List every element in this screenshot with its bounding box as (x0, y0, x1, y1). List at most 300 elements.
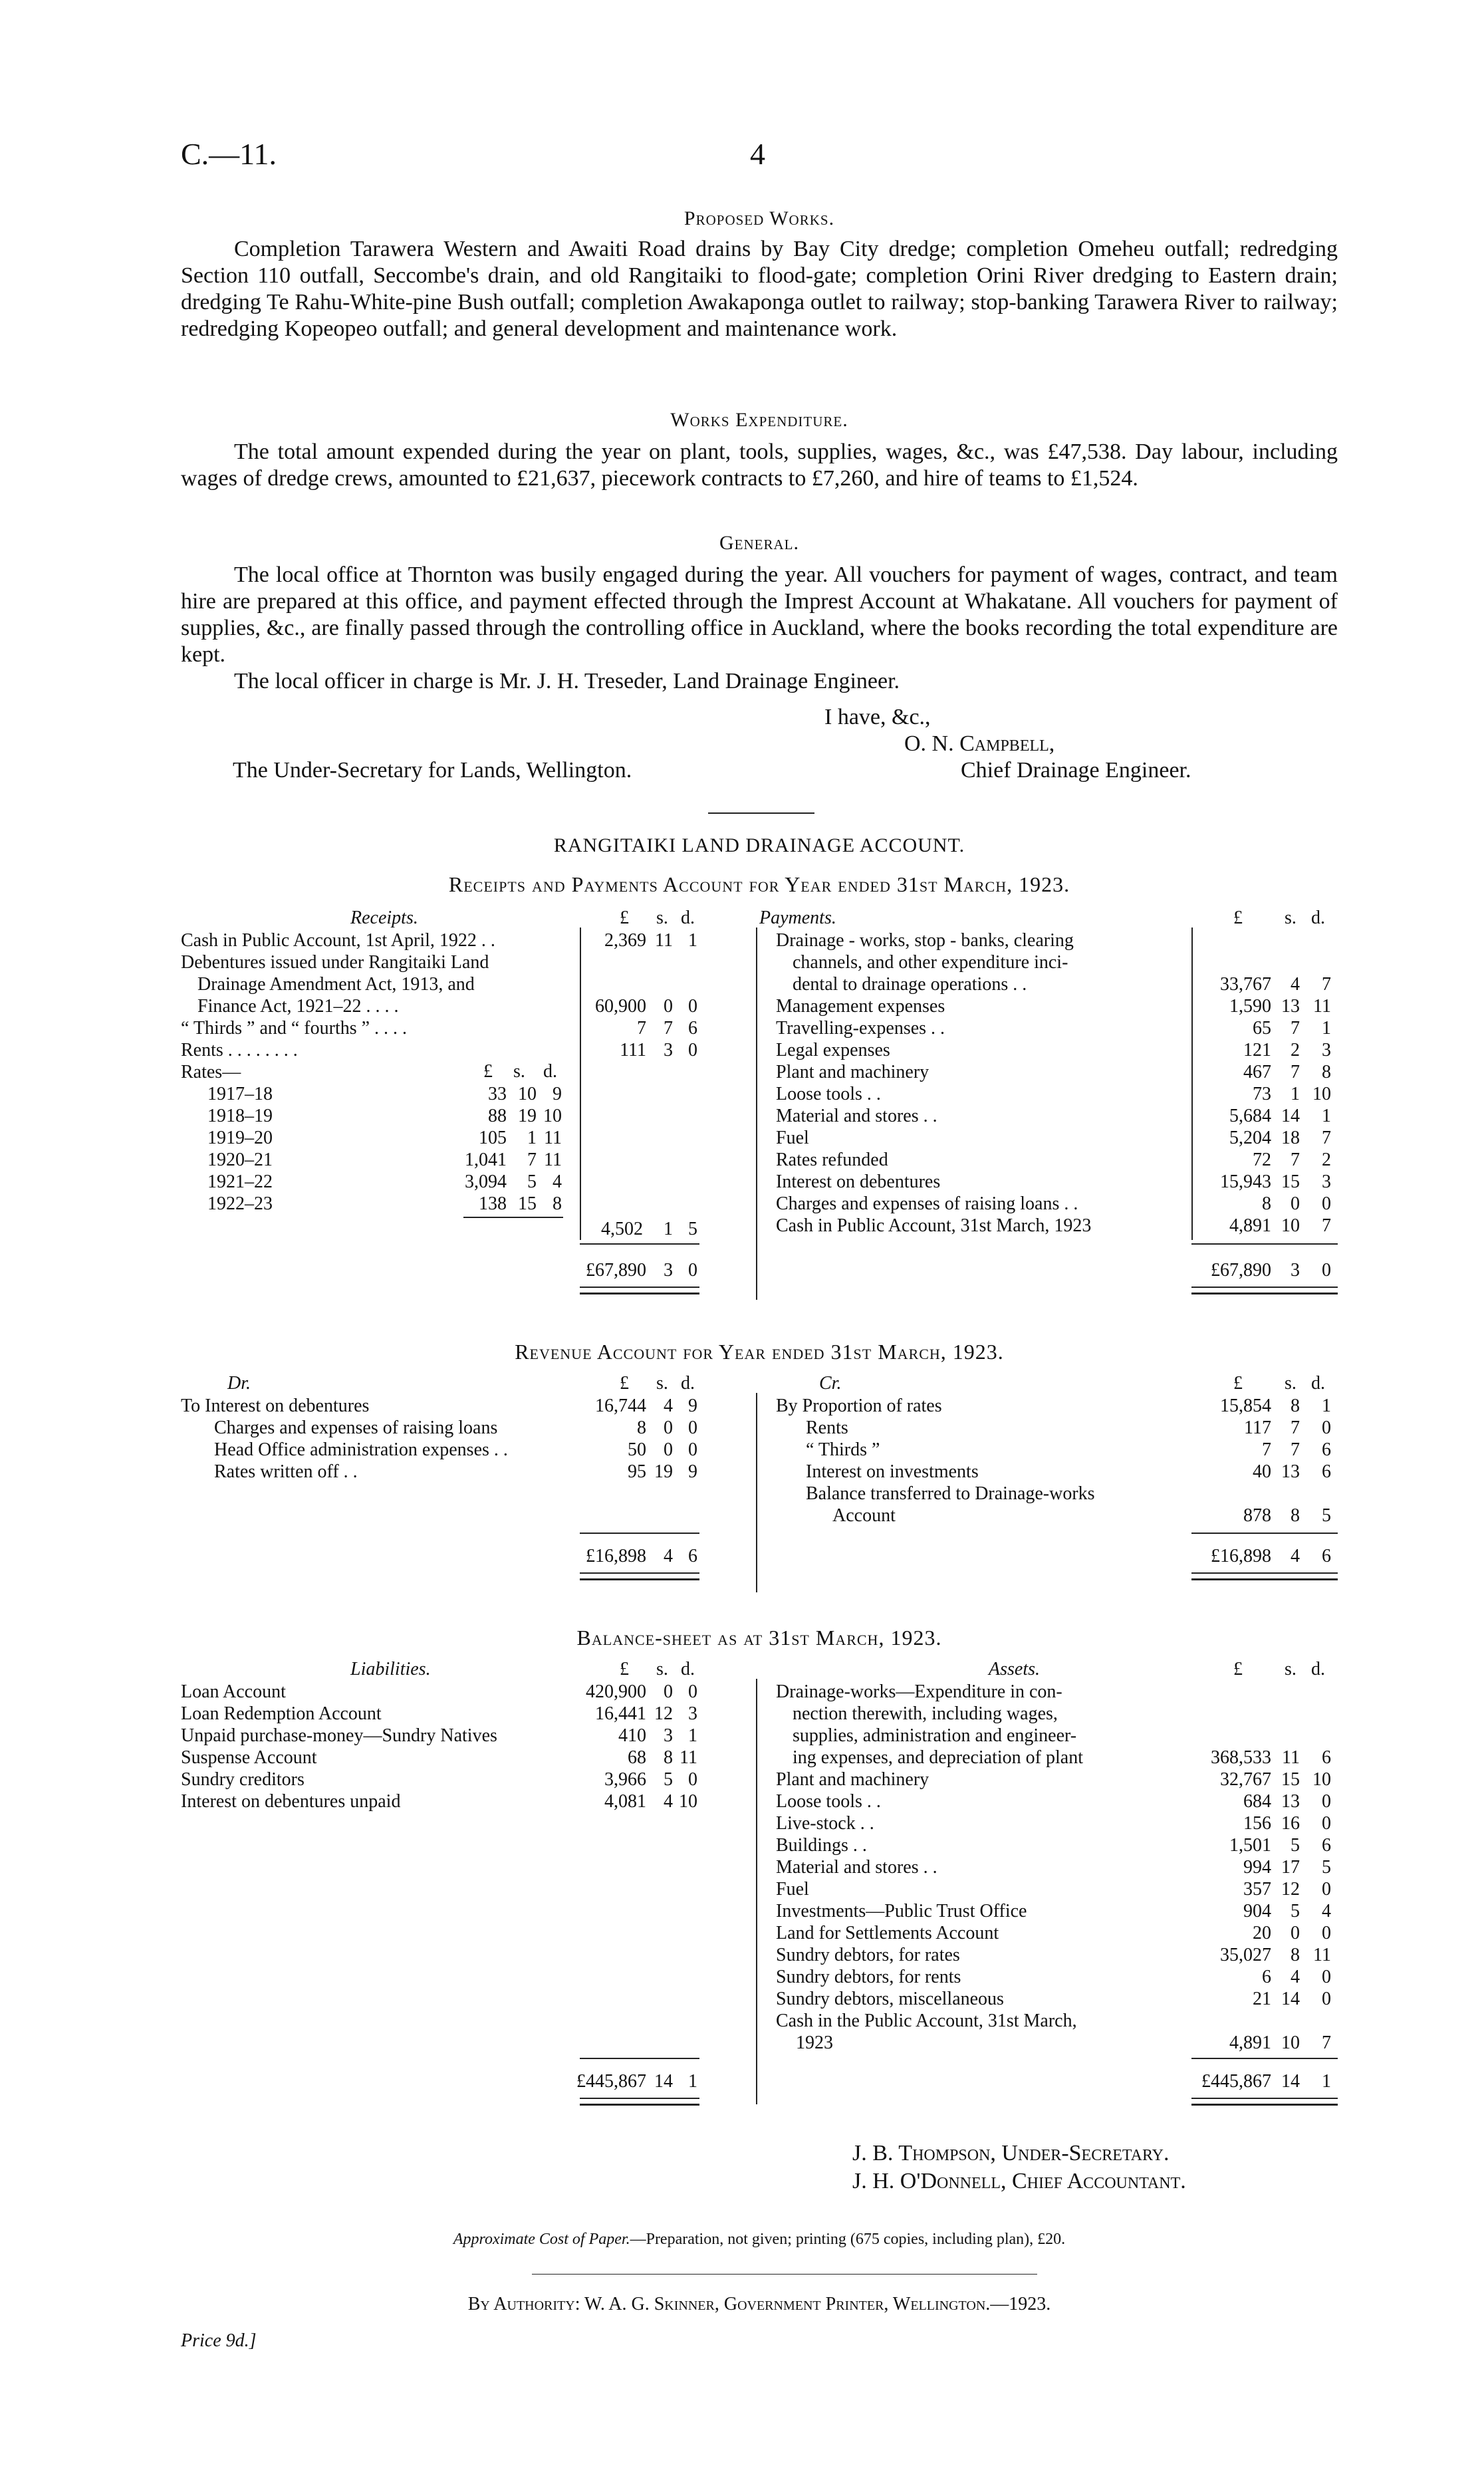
payment-row (776, 1149, 1338, 1171)
payment-row-shillings: 18 (1281, 1128, 1300, 1148)
revenue-credit-row-pounds: 15,854 (1220, 1396, 1271, 1416)
asset-row-label: Material and stores . . (776, 1857, 937, 1878)
payment-row-pence: 1 (1322, 1018, 1331, 1039)
bs-total-left-pounds: £445,867 (576, 2071, 646, 2092)
asset-row-pounds: 357 (1243, 1879, 1271, 1900)
footer-rule (532, 2274, 1037, 2275)
balance-sheet (181, 1659, 1338, 2124)
liability-row-pounds: 3,966 (604, 1769, 646, 1790)
receipt-row-pounds: 111 (620, 1040, 646, 1060)
rates-row-label: 1917–18 (207, 1084, 273, 1104)
works-expenditure-text: The total amount expended during the year on plant, tools, supplies, wages, &c., was £47,538. Day labour, including wages of dredge crews, amounted to £21,637, piecework contracts to £7,260, and hire of teams to £1,524. (181, 439, 1338, 491)
liability-row-pence: 3 (688, 1703, 697, 1724)
rates-row-label: 1921–22 (207, 1171, 273, 1192)
assets-heading: Assets. (989, 1659, 1040, 1679)
payment-row-shillings: 4 (1291, 974, 1300, 995)
asset-row (776, 2032, 1338, 2054)
revenue-credit-row-label: By Proportion of rates (776, 1396, 942, 1416)
asset-row-shillings: 5 (1291, 1835, 1300, 1856)
rates-list (181, 1083, 739, 1215)
rates-total-shillings: 1 (664, 1219, 673, 1239)
revenue-debits (181, 1395, 739, 1483)
revenue-cr-pounds: £ (1233, 1373, 1243, 1394)
payment-row-label: dental to drainage operations . . (793, 974, 1027, 995)
asset-row-pounds: 20 (1253, 1923, 1271, 1943)
general-text: The local office at Thornton was busily engaged during the year. All vouchers for payment of wages, contract, and team hire are prepared at this office, and payment effected through the Imprest Account at Whakatane. All vouchers for payment of supplies, &c., are finally passed through the controlling office in Auckland, where the books recording the total expenditure are kept. (181, 562, 1338, 667)
payment-row-label: Management expenses (776, 996, 945, 1017)
revenue-debit-row-pounds: 16,744 (595, 1396, 646, 1416)
receipt-row-shillings: 0 (664, 996, 673, 1017)
bs-total-right-pence: 1 (1322, 2071, 1331, 2092)
rp-total-rule-right (1191, 1243, 1338, 1245)
printer-authority: By Authority: W. A. G. Skinner, Government Printer, Wellington.—1923. (467, 2294, 1051, 2314)
asset-row-pounds: 156 (1243, 1813, 1271, 1834)
payment-row-shillings: 0 (1291, 1193, 1300, 1214)
payment-row-pence: 10 (1312, 1084, 1331, 1104)
payment-row-pence: 7 (1322, 1215, 1331, 1236)
liability-row-shillings: 0 (664, 1681, 673, 1702)
asset-row-pence: 6 (1322, 1835, 1331, 1856)
general-officer-text: The local officer in charge is Mr. J. H. Treseder, Land Drainage Engineer. (234, 669, 900, 693)
rp-total-rule-left (580, 1243, 699, 1245)
asset-row-pence: 0 (1322, 1989, 1331, 2009)
rates-row-pounds: 33 (488, 1084, 507, 1104)
rates-sub-pounds: £ (483, 1061, 493, 1082)
revenue-debit-row-pounds: 8 (637, 1418, 646, 1438)
asset-row (776, 1747, 1338, 1769)
revenue-credit-row-pounds: 878 (1243, 1505, 1271, 1526)
liability-row-pounds: 16,441 (595, 1703, 646, 1724)
liability-row-label: Sundry creditors (181, 1769, 305, 1790)
payment-row (776, 951, 1338, 973)
asset-row-pounds: 6 (1262, 1967, 1271, 1987)
rates-rule (463, 1217, 563, 1218)
payment-row-pounds: 8 (1262, 1193, 1271, 1214)
revenue-credit-row-shillings: 8 (1291, 1505, 1300, 1526)
rates-sub-pence: d. (543, 1061, 557, 1082)
receipts-col-pounds: £ (620, 908, 629, 928)
payment-row (776, 1083, 1338, 1105)
payment-row-pence: 7 (1322, 1128, 1331, 1148)
payment-row-pounds: 73 (1253, 1084, 1271, 1104)
payment-row-pounds: 121 (1243, 1040, 1271, 1060)
revenue-credit-row-shillings: 7 (1291, 1418, 1300, 1438)
rates-row (181, 1127, 739, 1149)
revenue-credit-row (776, 1417, 1338, 1439)
payment-row-pence: 8 (1322, 1062, 1331, 1082)
assets-col-pounds: £ (1233, 1659, 1243, 1679)
cost-note (181, 2231, 1338, 2249)
liability-row (181, 1703, 739, 1725)
revenue-credit-row-label: “ Thirds ” (806, 1439, 880, 1460)
payment-row-pence: 3 (1322, 1171, 1331, 1192)
revenue-credit-row-pence: 0 (1322, 1418, 1331, 1438)
revenue-cr: Cr. (819, 1373, 842, 1394)
section-divider (708, 812, 814, 814)
revenue-debit-row-pence: 0 (688, 1418, 697, 1438)
asset-row-label: Buildings . . (776, 1835, 867, 1856)
payment-row-pence: 11 (1313, 996, 1331, 1017)
payment-row-shillings: 13 (1281, 996, 1300, 1017)
asset-row-shillings: 10 (1281, 2033, 1300, 2053)
rates-row-shillings: 15 (518, 1193, 537, 1214)
receipt-row-pence: 6 (688, 1018, 697, 1039)
rates-row-shillings: 19 (518, 1106, 537, 1126)
asset-row (776, 1681, 1338, 1703)
bs-total-left-shillings: 14 (654, 2071, 673, 2092)
revenue-credit-row-pence: 5 (1322, 1505, 1331, 1526)
receipt-row-pounds: 2,369 (604, 930, 646, 951)
asset-row (776, 1900, 1338, 1922)
revenue-debit-row-label: Charges and expenses of raising loans (214, 1418, 498, 1438)
asset-row-shillings: 4 (1291, 1967, 1300, 1987)
payment-row-label: Drainage - works, stop - banks, clearing (776, 930, 1074, 951)
payment-row-pence: 1 (1322, 1106, 1331, 1126)
revenue-credit-row-pounds: 40 (1253, 1461, 1271, 1482)
payment-row-pounds: 5,684 (1229, 1106, 1271, 1126)
payment-row-label: Interest on debentures (776, 1171, 941, 1192)
asset-row-shillings: 14 (1281, 1989, 1300, 2009)
rates-row-label: 1919–20 (207, 1128, 273, 1148)
payment-row-pence: 3 (1322, 1040, 1331, 1060)
rates-row-pence: 11 (544, 1128, 562, 1148)
asset-row-pounds: 368,533 (1211, 1747, 1271, 1768)
asset-row-pence: 0 (1322, 1967, 1331, 1987)
receipts-total-shillings: 3 (664, 1260, 673, 1281)
bs-total-left-pence: 1 (688, 2071, 697, 2092)
receipt-row-label: Rents . . . . . . . . (181, 1040, 298, 1060)
payment-row-pence: 2 (1322, 1150, 1331, 1170)
revenue-debit-row-pence: 9 (688, 1461, 697, 1482)
payment-row-pounds: 65 (1253, 1018, 1271, 1039)
revenue-debit-row-shillings: 4 (664, 1396, 673, 1416)
asset-row-shillings: 0 (1291, 1923, 1300, 1943)
revenue-debit-row-shillings: 0 (664, 1418, 673, 1438)
revenue-debit-row-pounds: 95 (628, 1461, 646, 1482)
asset-row-label: supplies, administration and engineer- (793, 1725, 1077, 1746)
revenue-credit-row-pence: 6 (1322, 1439, 1331, 1460)
revenue-debit-row-shillings: 0 (664, 1439, 673, 1460)
payment-row (776, 1061, 1338, 1083)
rates-row-pounds: 1,041 (465, 1150, 507, 1170)
revenue-credit-row-shillings: 8 (1291, 1396, 1300, 1416)
asset-row (776, 1922, 1338, 1944)
payment-row-shillings: 15 (1281, 1171, 1300, 1192)
asset-row-pence: 0 (1322, 1813, 1331, 1834)
rates-row-pence: 11 (544, 1150, 562, 1170)
rev-double-rule-left (580, 1572, 699, 1580)
revenue-dr: Dr. (227, 1373, 251, 1394)
asset-row (776, 1944, 1338, 1966)
payments-total-pounds: £67,890 (1211, 1260, 1271, 1281)
assets-list (776, 1681, 1338, 2054)
liability-row-label: Loan Account (181, 1681, 286, 1702)
revenue-credit-row-shillings: 7 (1291, 1439, 1300, 1460)
payments-col-shillings: s. (1285, 908, 1297, 928)
asset-row (776, 1812, 1338, 1834)
rev-double-rule-right (1191, 1572, 1338, 1580)
payment-row-shillings: 14 (1281, 1106, 1300, 1126)
payment-row (776, 995, 1338, 1017)
rates-row (181, 1105, 739, 1127)
receipts-col-pence: d. (681, 908, 695, 928)
receipt-row-label: Debentures issued under Rangitaiki Land (181, 952, 489, 973)
asset-row-label: Sundry debtors, for rents (776, 1967, 961, 1987)
rp-center-rule (756, 927, 757, 1300)
revenue-dr-pounds: £ (620, 1373, 629, 1394)
revenue-credit-row-pence: 1 (1322, 1396, 1331, 1416)
rp-double-rule-right (1191, 1287, 1338, 1295)
rates-row-pounds: 105 (479, 1128, 507, 1148)
payment-row-pounds: 1,590 (1229, 996, 1271, 1017)
payment-row-shillings: 7 (1291, 1150, 1300, 1170)
revenue-credit-row-label: Balance transferred to Drainage-works (806, 1483, 1095, 1504)
rates-row (181, 1083, 739, 1105)
receipt-row (181, 1039, 739, 1061)
bs-double-rule-right (1191, 2098, 1338, 2106)
asset-row-label: Fuel (776, 1879, 809, 1900)
payment-row-shillings: 10 (1281, 1215, 1300, 1236)
liability-row-pence: 10 (679, 1791, 697, 1812)
revenue-credit-row-shillings: 13 (1281, 1461, 1300, 1482)
bs-total-right-shillings: 14 (1281, 2071, 1300, 2092)
rates-row (181, 1193, 739, 1215)
revenue-debit-row (181, 1439, 739, 1461)
receipt-row-pounds: 7 (637, 1018, 646, 1039)
receipt-row-label: Finance Act, 1921–22 . . . . (197, 996, 399, 1017)
payment-row-pence: 7 (1322, 974, 1331, 995)
asset-row-pounds: 32,767 (1220, 1769, 1271, 1790)
payment-row-shillings: 7 (1291, 1062, 1300, 1082)
payment-row-pounds: 4,891 (1229, 1215, 1271, 1236)
liability-row (181, 1681, 739, 1703)
rp-left-rule (580, 927, 581, 1240)
receipt-row-pence: 1 (688, 930, 697, 951)
liability-row-label: Unpaid purchase-money—Sundry Natives (181, 1725, 497, 1746)
asset-row-pence: 11 (1313, 1945, 1331, 1965)
receipts-payments-account (181, 908, 1338, 1287)
receipt-row-shillings: 3 (664, 1040, 673, 1060)
rates-row (181, 1171, 739, 1193)
rates-total-pence: 5 (688, 1219, 697, 1239)
liabilities-heading: Liabilities. (350, 1659, 431, 1679)
rates-row-shillings: 5 (527, 1171, 537, 1192)
payment-row-label: Fuel (776, 1128, 809, 1148)
revenue-credit-row-label: Account (832, 1505, 896, 1526)
liability-row (181, 1790, 739, 1812)
liability-row (181, 1747, 739, 1769)
receipts-total-pence: 0 (688, 1260, 697, 1281)
bs-total-right-pounds: £445,867 (1201, 2071, 1271, 2092)
payment-row (776, 1039, 1338, 1061)
revenue-credit-row (776, 1505, 1338, 1527)
asset-row-pounds: 684 (1243, 1791, 1271, 1812)
rates-row-pounds: 138 (479, 1193, 507, 1214)
asset-row-label: Sundry debtors, for rates (776, 1945, 960, 1965)
receipts-heading: Receipts. (350, 908, 418, 928)
payment-row (776, 1127, 1338, 1149)
revenue-total-left-shillings: 4 (664, 1546, 673, 1566)
payment-row-label: Loose tools . . (776, 1084, 881, 1104)
bs-total-rule-left (580, 2058, 699, 2059)
revenue-total-right-shillings: 4 (1291, 1546, 1300, 1566)
receipts-payments-title: Receipts and Payments Account for Year ended 31st March, 1923. (448, 872, 1070, 896)
bs-double-rule-left (580, 2098, 699, 2106)
liability-row-label: Loan Redemption Account (181, 1703, 382, 1724)
asset-row-shillings: 15 (1281, 1769, 1300, 1790)
asset-row-pounds: 1,501 (1229, 1835, 1271, 1856)
asset-row-shillings: 17 (1281, 1857, 1300, 1878)
asset-row-shillings: 8 (1291, 1945, 1300, 1965)
rates-row-pence: 10 (543, 1106, 562, 1126)
receipt-row-pounds: 60,900 (595, 996, 646, 1017)
revenue-debit-row-pence: 0 (688, 1439, 697, 1460)
bs-center-rule (756, 1679, 757, 2104)
rates-row-shillings: 7 (527, 1150, 537, 1170)
proposed-works-text: Completion Tarawera Western and Awaiti Road drains by Bay City dredge; completion Omeheu outfall; redredging Section 110 outfall, Seccombe's drain, and old Rangitaiki to flood-gate; completion Orini River dredging to Eastern drain; dredging Te Rahu-White-pine Bush outfall; completion Awakaponga outlet to railway; stop-banking Tarawera River to railway; redredging Kopeopeo outfall; and general development and maintenance work. (181, 237, 1338, 341)
liability-row-pounds: 420,900 (586, 1681, 646, 1702)
receipts-total-pounds: £67,890 (586, 1260, 646, 1281)
receipt-row-label: Drainage Amendment Act, 1913, and (197, 974, 475, 995)
proposed-works-heading: Proposed Works. (683, 207, 835, 229)
asset-row-label: ing expenses, and depreciation of plant (793, 1747, 1083, 1768)
payment-row-pounds: 467 (1243, 1062, 1271, 1082)
revenue-cr-shillings: s. (1285, 1373, 1297, 1394)
asset-row-pence: 10 (1312, 1769, 1331, 1790)
payment-row-label: Travelling-expenses . . (776, 1018, 945, 1039)
liability-row-pence: 0 (688, 1681, 697, 1702)
asset-row (776, 1790, 1338, 1812)
liability-row-pence: 0 (688, 1769, 697, 1790)
rev-total-rule-right (1191, 1533, 1338, 1534)
payment-row-pounds: 15,943 (1220, 1171, 1271, 1192)
liabilities-col-pence: d. (681, 1659, 695, 1679)
asset-row-label: nection therewith, including wages, (793, 1703, 1058, 1724)
receipt-row (181, 1017, 739, 1039)
asset-row (776, 1769, 1338, 1790)
payment-row-label: Legal expenses (776, 1040, 890, 1060)
asset-row-pence: 5 (1322, 1857, 1331, 1878)
payment-row-shillings: 1 (1291, 1084, 1300, 1104)
asset-row-pence: 4 (1322, 1901, 1331, 1921)
payment-row-label: Plant and machinery (776, 1062, 929, 1082)
revenue-debit-row-label: Head Office administration expenses . . (214, 1439, 508, 1460)
rates-row-label: 1918–19 (207, 1106, 273, 1126)
payment-row (776, 1171, 1338, 1193)
rates-row (181, 1149, 739, 1171)
rates-total-pounds: 4,502 (601, 1219, 643, 1239)
asset-row-label: 1923 (796, 2033, 833, 2053)
rates-row-shillings: 10 (518, 1084, 537, 1104)
revenue-total-left-pounds: £16,898 (586, 1546, 646, 1566)
liability-row-label: Suspense Account (181, 1747, 317, 1768)
liability-row-label: Interest on debentures unpaid (181, 1791, 401, 1812)
revenue-credit-row (776, 1439, 1338, 1461)
signer-name: O. N. Campbell, (904, 731, 1055, 756)
payments-heading: Payments. (759, 908, 836, 928)
revenue-credit-row-pounds: 117 (1244, 1418, 1271, 1438)
asset-row (776, 1988, 1338, 2010)
rates-row-pounds: 88 (488, 1106, 507, 1126)
asset-row-pounds: 904 (1243, 1901, 1271, 1921)
receipt-row-label: Rates— (181, 1062, 241, 1082)
payment-row (776, 1193, 1338, 1215)
payment-row (776, 1017, 1338, 1039)
payments-col-pence: d. (1311, 908, 1325, 928)
receipt-row (181, 951, 739, 973)
liabilities-col-pounds: £ (620, 1659, 629, 1679)
doc-ref: C.—11. (181, 137, 277, 171)
receipts-col-shillings: s. (656, 908, 668, 928)
receipt-row (181, 995, 739, 1017)
liability-row-pounds: 410 (618, 1725, 646, 1746)
liability-row-shillings: 5 (664, 1769, 673, 1790)
payment-row-label: Charges and expenses of raising loans . . (776, 1193, 1078, 1214)
liability-row-pounds: 4,081 (604, 1791, 646, 1812)
revenue-credit-row (776, 1483, 1338, 1505)
asset-row (776, 1856, 1338, 1878)
rev-center-rule (756, 1393, 757, 1592)
receipt-row-shillings: 7 (664, 1018, 673, 1039)
revenue-credit-row-label: Interest on investments (806, 1461, 979, 1482)
asset-row (776, 1878, 1338, 1900)
liability-row-shillings: 12 (654, 1703, 673, 1724)
receipt-row (181, 973, 739, 995)
asset-row-pence: 6 (1322, 1747, 1331, 1768)
revenue-credit-row-label: Rents (806, 1418, 848, 1438)
asset-row-pence: 7 (1322, 2033, 1331, 2053)
works-expenditure-heading: Works Expenditure. (670, 409, 848, 431)
asset-row-label: Sundry debtors, miscellaneous (776, 1989, 1004, 2009)
revenue-credits (776, 1395, 1338, 1527)
asset-row (776, 1725, 1338, 1747)
payment-row-label: Cash in Public Account, 31st March, 1923 (776, 1215, 1092, 1236)
revenue-debit-row-pounds: 50 (628, 1439, 646, 1460)
liability-row-shillings: 8 (664, 1747, 673, 1768)
revenue-cr-pence: d. (1311, 1373, 1325, 1394)
asset-row (776, 1834, 1338, 1856)
payment-row-pounds: 72 (1253, 1150, 1271, 1170)
rates-row-pence: 9 (553, 1084, 562, 1104)
liability-row-shillings: 4 (664, 1791, 673, 1812)
liability-row-pence: 11 (680, 1747, 697, 1768)
rates-row-pence: 4 (553, 1171, 562, 1192)
asset-row-pence: 0 (1322, 1923, 1331, 1943)
cost-label: Approximate Cost of Paper. (453, 2231, 630, 2248)
revenue-account (181, 1373, 1338, 1592)
payments-total-pence: 0 (1322, 1260, 1331, 1281)
liability-row-shillings: 3 (664, 1725, 673, 1746)
general-heading: General. (719, 532, 799, 554)
asset-row-shillings: 16 (1281, 1813, 1300, 1834)
revenue-credit-row-pounds: 7 (1262, 1439, 1271, 1460)
payments-list (776, 929, 1338, 1237)
payments-col-pounds: £ (1233, 908, 1243, 928)
asset-row-pounds: 4,891 (1229, 2033, 1271, 2053)
rates-sub-shillings: s. (513, 1061, 525, 1082)
page-number: 4 (750, 137, 765, 171)
asset-row-pounds: 35,027 (1220, 1945, 1271, 1965)
rev-total-rule-left (580, 1533, 699, 1534)
revenue-debit-row-label: Rates written off . . (214, 1461, 358, 1482)
signature-under-secretary: J. B. Thompson, Under-Secretary. (852, 2141, 1170, 2165)
liability-row-pence: 1 (688, 1725, 697, 1746)
payment-row-shillings: 7 (1291, 1018, 1300, 1039)
liabilities-col-shillings: s. (656, 1659, 668, 1679)
bs-total-rule-right (1191, 2058, 1338, 2059)
balance-sheet-title: Balance-sheet as at 31st March, 1923. (576, 1626, 942, 1650)
asset-row-label: Loose tools . . (776, 1791, 881, 1812)
